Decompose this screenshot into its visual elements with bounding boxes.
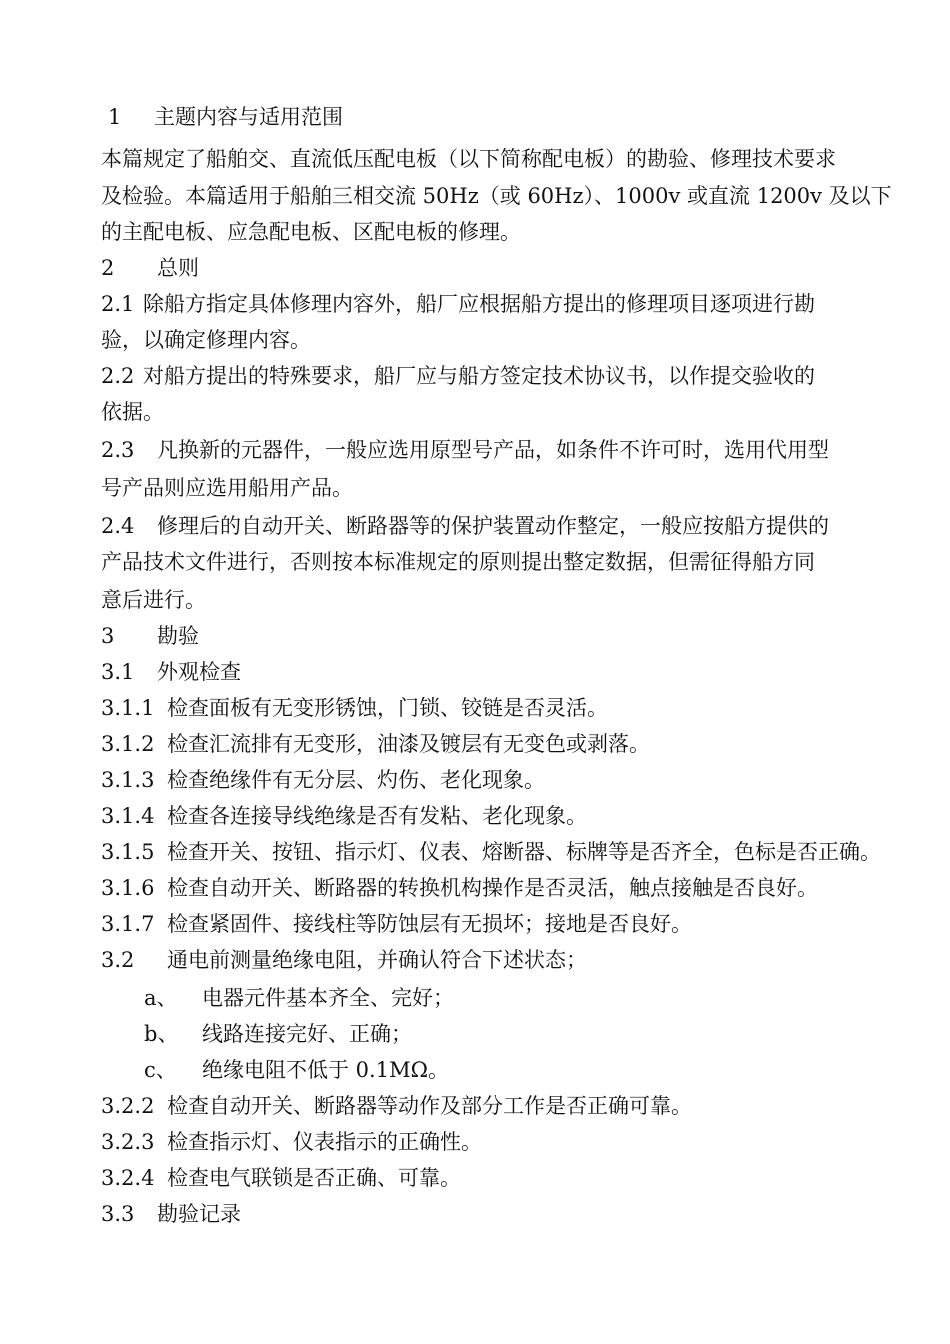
clause-3-1-3: 3.1.3 检查绝缘件有无分层、灼伤、老化现象。 (101, 768, 545, 792)
clause-3-3: 3.3 勘验记录 (101, 1202, 241, 1226)
paragraph-line: 产品技术文件进行，否则按本标准规定的原则提出整定数据，但需征得船方同 (101, 550, 815, 574)
paragraph-line: 依据。 (101, 400, 164, 424)
clause-3-1-6: 3.1.6 检查自动开关、断路器的转换机构操作是否灵活，触点接触是否良好。 (101, 876, 818, 900)
clause-3-2-3: 3.2.3 检查指示灯、仪表指示的正确性。 (101, 1130, 482, 1154)
clause-2-1: 2.1 除船方指定具体修理内容外，船厂应根据船方提出的修理项目逐项进行勘 (101, 292, 815, 316)
clause-3-2-2: 3.2.2 检查自动开关、断路器等动作及部分工作是否正确可靠。 (101, 1094, 692, 1118)
clause-3-2: 3.2 通电前测量绝缘电阻，并确认符合下述状态； (101, 948, 587, 972)
clause-3-1: 3.1 外观检查 (101, 660, 241, 684)
clause-3-1-7: 3.1.7 检查紧固件、接线柱等防蚀层有无损坏；接地是否良好。 (101, 912, 692, 936)
paragraph-line: 意后进行。 (101, 588, 206, 612)
list-item-c: c、 绝缘电阻不低于 0.1MΩ。 (144, 1058, 449, 1082)
paragraph-line: 的主配电板、应急配电板、区配电板的修理。 (101, 220, 521, 244)
clause-2-3: 2.3 凡换新的元器件，一般应选用原型号产品，如条件不许可时，选用代用型 (101, 438, 829, 462)
heading-3: 3 勘验 (101, 624, 199, 648)
paragraph-line: 本篇规定了船舶交、直流低压配电板（以下简称配电板）的勘验、修理技术要求 (101, 147, 836, 171)
clause-3-1-4: 3.1.4 检查各连接导线绝缘是否有发粘、老化现象。 (101, 804, 587, 828)
heading-1: 1 主题内容与适用范围 (108, 105, 343, 129)
clause-3-1-1: 3.1.1 检查面板有无变形锈蚀，门锁、铰链是否灵活。 (101, 696, 608, 720)
paragraph-line: 验，以确定修理内容。 (101, 328, 311, 352)
clause-3-1-5: 3.1.5 检查开关、按钮、指示灯、仪表、熔断器、标牌等是否齐全，色标是否正确。 (101, 840, 881, 864)
clause-2-2: 2.2 对船方提出的特殊要求，船厂应与船方签定技术协议书，以作提交验收的 (101, 364, 815, 388)
paragraph-line: 号产品则应选用船用产品。 (101, 476, 353, 500)
clause-2-4: 2.4 修理后的自动开关、断路器等的保护装置动作整定，一般应按船方提供的 (101, 514, 829, 538)
heading-2: 2 总则 (101, 256, 199, 280)
list-item-a: a、 电器元件基本齐全、完好； (144, 986, 454, 1010)
clause-3-1-2: 3.1.2 检查汇流排有无变形，油漆及镀层有无变色或剥落。 (101, 732, 650, 756)
clause-3-2-4: 3.2.4 检查电气联锁是否正确、可靠。 (101, 1166, 461, 1190)
paragraph-line: 及检验。本篇适用于船舶三相交流 50Hz（或 60Hz）、1000v 或直流 1200v 及以下 (101, 184, 892, 208)
list-item-b: b、 线路连接完好、正确； (144, 1022, 412, 1046)
